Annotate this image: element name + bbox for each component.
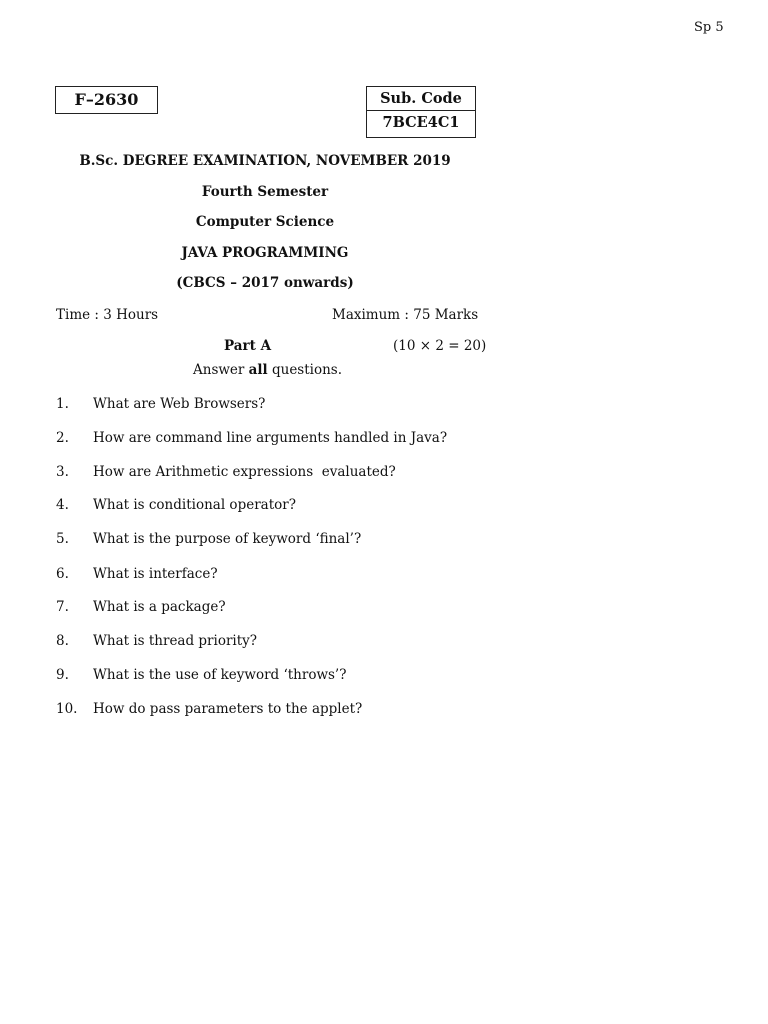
question-text: What are Web Browsers? xyxy=(93,396,266,412)
question-number: 1. xyxy=(56,396,69,412)
question-number: 7. xyxy=(56,599,69,615)
question-text: How are Arithmetic expressions evaluated? xyxy=(93,464,396,480)
question-number: 6. xyxy=(56,566,69,582)
scheme: (CBCS – 2017 onwards) xyxy=(176,275,354,291)
part-marks: (10 × 2 = 20) xyxy=(393,338,487,354)
instruction xyxy=(193,362,342,378)
exam-title: B.Sc. DEGREE EXAMINATION, NOVEMBER 2019 xyxy=(79,153,451,169)
question-text: What is the purpose of keyword ‘final’? xyxy=(93,531,362,547)
part-title: Part A xyxy=(224,338,272,354)
page-reference: Sp 5 xyxy=(694,20,724,35)
time-allowed: Time : 3 Hours xyxy=(56,307,159,323)
question-number: 10. xyxy=(56,701,78,717)
instruction-bold: all xyxy=(248,362,268,378)
instruction-post: questions. xyxy=(267,362,343,378)
question-number: 3. xyxy=(56,464,69,480)
department: Computer Science xyxy=(195,214,335,230)
question-number: 4. xyxy=(56,497,69,513)
question-text: How are command line arguments handled in Java? xyxy=(93,430,448,446)
course-title: JAVA PROGRAMMING xyxy=(181,245,349,261)
maximum-marks: Maximum : 75 Marks xyxy=(332,307,479,323)
question-text: What is a package? xyxy=(93,599,226,615)
question-text: What is interface? xyxy=(93,566,218,582)
subject-code-label: Sub. Code xyxy=(367,87,475,111)
paper-code-box: F–2630 xyxy=(55,86,158,114)
question-number: 9. xyxy=(56,667,69,683)
question-number: 5. xyxy=(56,531,69,547)
question-text: What is conditional operator? xyxy=(93,497,296,513)
semester: Fourth Semester xyxy=(201,184,329,200)
subject-code-box xyxy=(366,86,476,138)
question-text: What is thread priority? xyxy=(93,633,258,649)
question-number: 8. xyxy=(56,633,69,649)
question-text: What is the use of keyword ‘throws’? xyxy=(93,667,347,683)
question-text: How do pass parameters to the applet? xyxy=(93,701,363,717)
question-number: 2. xyxy=(56,430,69,446)
subject-code-value: 7BCE4C1 xyxy=(382,114,460,131)
instruction-pre: Answer xyxy=(193,362,249,378)
